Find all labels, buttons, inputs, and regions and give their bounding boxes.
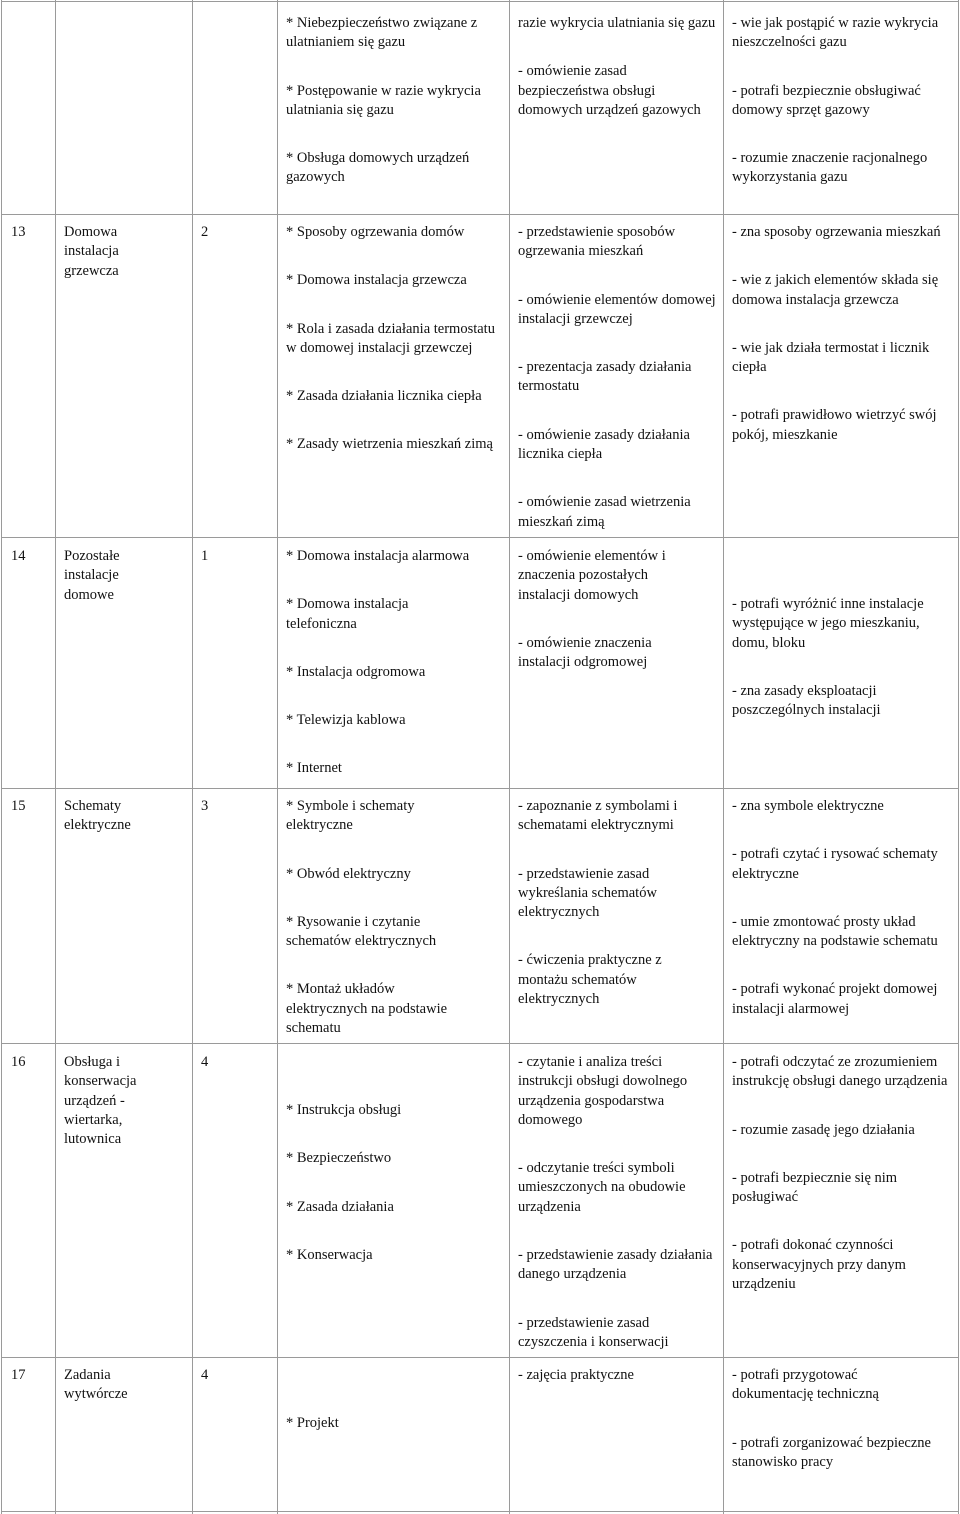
outcomes-cell [732, 797, 942, 1019]
method-item: - przedstawienie sposobów ogrzewania mieszkań [518, 224, 676, 260]
outcome-item: - rozumie zasadę jego działania [732, 1121, 915, 1138]
grid-line-horizontal [1, 537, 959, 538]
outcome-item: - wie jak postąpić w razie wykrycia nieszczelności gazu [732, 15, 939, 51]
topic-item: * Konserwacja [286, 1246, 373, 1263]
outcome-item: - potrafi prawidłowo wietrzyć swój pokój, mieszkanie [732, 407, 937, 443]
grid-line-vertical [509, 0, 510, 1514]
methods-cell [518, 797, 698, 1009]
row-number: 16 [11, 1054, 26, 1070]
topic-item: * Domowa instalacja grzewcza [286, 272, 467, 289]
module-name: Pozostałe instalacje domowe [64, 548, 120, 603]
topics-cell [286, 547, 496, 779]
method-item: - odczytanie treści symboli umieszczonych na obudowie urządzenia [518, 1160, 686, 1215]
outcomes-cell [732, 1366, 932, 1472]
topic-item: * Instrukcja obsługi [286, 1102, 402, 1118]
grid-line-horizontal [1, 214, 959, 215]
outcomes-cell [732, 1053, 952, 1294]
outcomes-cell [732, 223, 954, 445]
method-item: - omówienie zasad bezpieczeństwa obsługi domowych urządzeń gazowych [518, 63, 701, 118]
grid-line-vertical [958, 0, 959, 1514]
row-number: 15 [11, 798, 26, 814]
topic-item: * Rola i zasada działania termostatu w domowej instalacji grzewczej [286, 320, 495, 356]
grid-line-vertical [1, 0, 2, 1514]
method-item: - zajęcia praktyczne [518, 1367, 634, 1383]
method-item: - prezentacja zasady działania termostatu [518, 359, 692, 395]
methods-cell [518, 1366, 714, 1385]
row-number: 17 [11, 1367, 26, 1383]
outcome-item: - zna symbole elektryczne [732, 798, 884, 814]
outcome-item: - potrafi dokonać czynności konserwacyjnych przy danym urządzeniu [732, 1237, 906, 1293]
method-item: - przedstawienie zasad czyszczenia i konserwacji [518, 1314, 669, 1350]
row-number: 13 [11, 224, 26, 240]
grid-line-vertical [277, 0, 278, 1514]
topics-cell [286, 14, 508, 188]
grid-line-horizontal [1, 1357, 959, 1358]
hours-count: 4 [201, 1054, 209, 1070]
topic-item: * Rysowanie i czytanie schematów elektrycznych [286, 913, 437, 950]
method-item: - zapoznanie z symbolami i schematami elektrycznymi [518, 798, 678, 834]
topic-item: * Domowa instalacja telefoniczna [286, 596, 409, 632]
topics-cell [286, 797, 476, 1038]
topic-item: * Zasady wietrzenia mieszkań zimą [286, 436, 493, 453]
methods-cell [518, 1053, 714, 1352]
module-name: Obsługa i konserwacja urządzeń - wiertarka, lutownica [64, 1054, 137, 1148]
grid-line-horizontal [1, 1043, 959, 1044]
topic-item: * Bezpieczeństwo [286, 1150, 392, 1167]
topic-item: * Sposoby ogrzewania domów [286, 224, 465, 240]
hours-count: 4 [201, 1367, 209, 1383]
outcome-item: - rozumie znaczenie racjonalnego wykorzystania gazu [732, 150, 928, 186]
method-item: - ćwiczenia praktyczne z montażu schematów elektrycznych [518, 952, 662, 1008]
grid-line-vertical [55, 0, 56, 1514]
methods-cell [518, 223, 718, 532]
method-item: - omówienie elementów domowej instalacji grzewczej [518, 291, 716, 327]
grid-line-vertical [723, 0, 724, 1514]
outcome-item: - wie z jakich elementów składa się domowa instalacja grzewcza [732, 272, 939, 308]
method-item: - omówienie elementów i znaczenia pozostałych instalacji domowych [518, 548, 666, 603]
topics-cell [286, 223, 496, 455]
methods-cell [518, 14, 718, 120]
methods-cell [518, 547, 698, 672]
method-item: - czytanie i analiza treści instrukcji obsługi dowolnego urządzenia gospodarstwa domowego [518, 1054, 688, 1128]
module-name: Schematy elektryczne [64, 798, 131, 834]
method-item: - przedstawienie zasady działania danego urządzenia [518, 1247, 713, 1283]
topic-item: * Instalacja odgromowa [286, 663, 426, 680]
hours-count: 3 [201, 798, 209, 814]
method-item: - omówienie zasad wietrzenia mieszkań zimą [518, 494, 691, 530]
outcome-item: - potrafi zorganizować bezpieczne stanowisko pracy [732, 1434, 931, 1470]
topic-item: * Obwód elektryczny [286, 865, 411, 882]
outcomes-cell [732, 14, 956, 188]
topic-item: * Postępowanie w razie wykrycia ulatniania się gazu [286, 82, 481, 118]
topic-item: * Zasada działania licznika ciepła [286, 388, 482, 405]
outcome-item: - potrafi wyróżnić inne instalacje występujące w jego mieszkaniu, domu, bloku [732, 596, 924, 651]
hours-count: 2 [201, 224, 209, 240]
grid-line-vertical [192, 0, 193, 1514]
method-item: razie wykrycia ulatniania się gazu [518, 15, 716, 31]
outcomes-cell [732, 595, 956, 720]
topic-item: * Telewizja kablowa [286, 712, 406, 729]
topic-item: * Niebezpieczeństwo związane z ulatnianiem się gazu [286, 15, 478, 51]
outcome-item: - potrafi bezpiecznie się nim posługiwać [732, 1169, 898, 1206]
grid-line-horizontal [1, 1511, 959, 1512]
method-item: - przedstawienie zasad wykreślania schematów elektrycznych [518, 865, 657, 921]
topic-item: * Projekt [286, 1415, 339, 1431]
topic-item: * Montaż układów elektrycznych na podstawie schematu [286, 981, 448, 1037]
topics-cell [286, 1414, 496, 1433]
hours-count: 1 [201, 548, 209, 564]
topic-item: * Domowa instalacja alarmowa [286, 548, 470, 564]
method-item: - omówienie zasady działania licznika ciepła [518, 426, 690, 463]
outcome-item: - potrafi przygotować dokumentację techniczną [732, 1367, 879, 1403]
grid-line-horizontal [1, 788, 959, 789]
topic-item: * Internet [286, 760, 342, 777]
method-item: - omówienie znaczenia instalacji odgromowej [518, 634, 652, 671]
outcome-item: - zna sposoby ogrzewania mieszkań [732, 224, 941, 240]
outcome-item: - wie jak działa termostat i licznik ciepła [732, 339, 930, 376]
module-name: Domowa instalacja grzewcza [64, 224, 119, 279]
topic-item: * Obsługa domowych urządzeń gazowych [286, 150, 470, 186]
module-name: Zadania wytwórcze [64, 1367, 128, 1403]
outcome-item: - potrafi wykonać projekt domowej instalacji alarmowej [732, 981, 938, 1017]
outcome-item: - umie zmontować prosty układ elektryczny na podstawie schematu [732, 913, 938, 950]
grid-line-horizontal [1, 1, 959, 2]
outcome-item: - potrafi bezpiecznie obsługiwać domowy sprzęt gazowy [732, 82, 921, 118]
topic-item: * Symbole i schematy elektryczne [286, 798, 415, 834]
row-number: 14 [11, 548, 26, 564]
outcome-item: - potrafi czytać i rysować schematy elektryczne [732, 846, 938, 882]
topic-item: * Zasada działania [286, 1198, 394, 1215]
outcome-item: - potrafi odczytać ze zrozumieniem instrukcję obsługi danego urządzenia [732, 1054, 948, 1090]
outcome-item: - zna zasady eksploatacji poszczególnych instalacji [732, 682, 881, 719]
topics-cell [286, 1101, 496, 1265]
